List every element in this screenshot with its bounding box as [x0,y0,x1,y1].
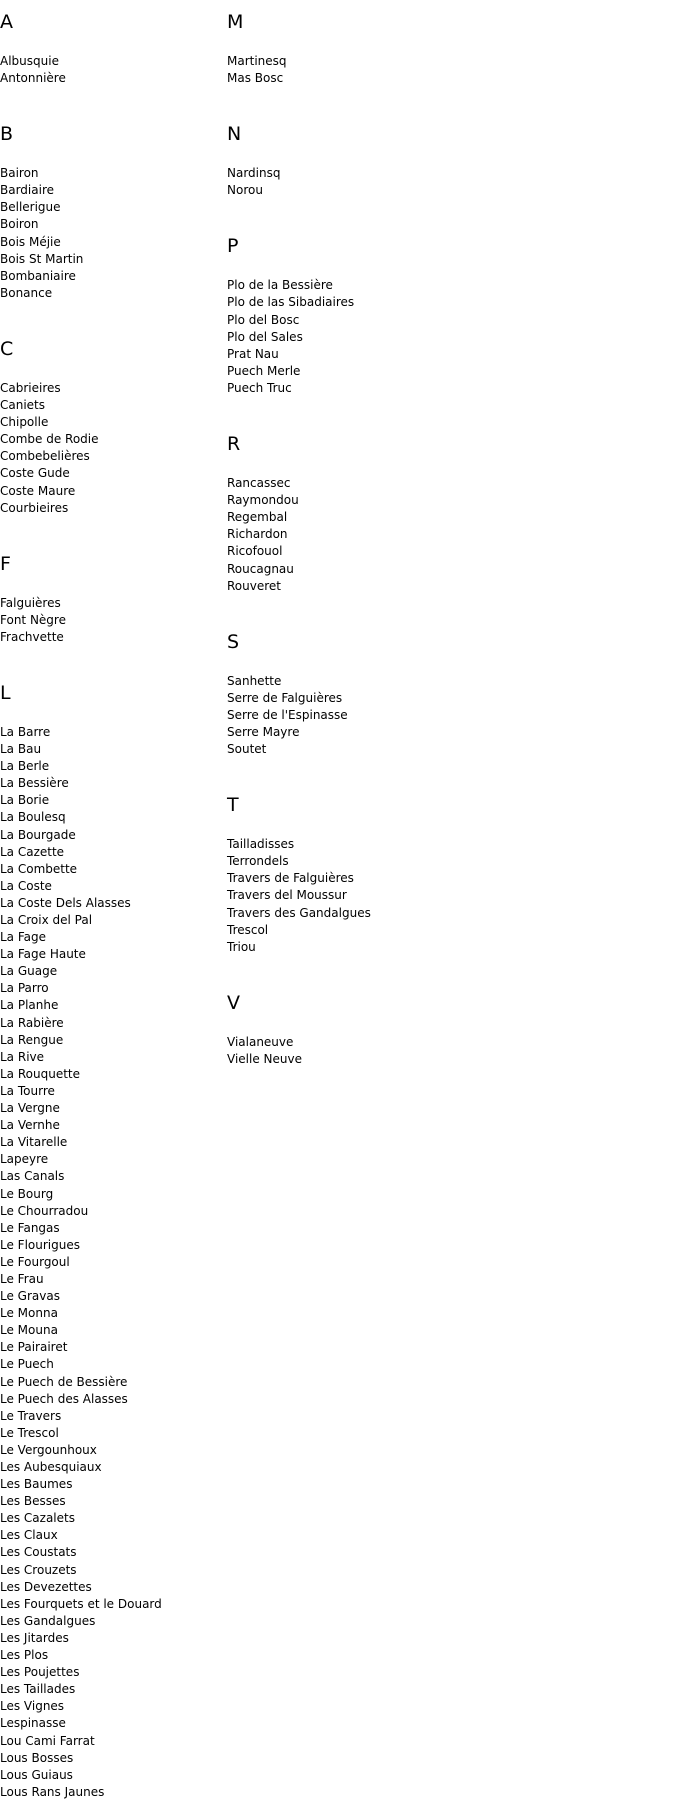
place-entry[interactable]: Trescol [227,922,269,937]
right-column [227,0,467,1068]
place-entry[interactable]: Bois Méjie [0,234,61,249]
group-spacer [0,517,220,542]
place-entry[interactable]: Bardiaire [0,183,54,198]
place-entry[interactable]: Regembal [227,510,288,525]
entry-list [227,1034,467,1068]
place-entry[interactable]: Plo de las Sibadiaires [227,295,355,310]
place-entry[interactable]: Lapeyre [0,1152,49,1167]
place-entry[interactable]: Les Vignes [0,1699,65,1714]
place-entry[interactable]: Travers de Falguières [227,871,354,886]
place-entry[interactable]: Roucagnau [227,561,294,576]
place-entry[interactable]: Tailladisses [227,837,295,852]
place-entry[interactable]: Bonance [0,285,53,300]
place-entry[interactable]: La Parro [0,981,49,996]
letter-group-m [227,11,467,87]
group-spacer [227,397,467,422]
letter-heading: T [227,794,239,817]
letter-heading: B [0,123,14,146]
place-entry[interactable]: Falguières [0,595,61,610]
place-entry[interactable]: Les Claux [0,1528,58,1543]
place-entry[interactable]: Boiron [0,217,39,232]
place-entry[interactable]: Coste Gude [0,466,70,481]
left-column [0,0,220,1801]
place-entry[interactable]: La Cazette [0,844,65,859]
place-entry[interactable]: Plo de la Bessière [227,278,333,293]
place-entry[interactable]: La Coste Dels Alasses [0,895,131,910]
letter-group-s [227,595,467,758]
place-entry[interactable]: Rouveret [227,578,281,593]
letter-heading: P [227,235,239,258]
place-entry[interactable]: Les Cazalets [0,1511,75,1526]
group-spacer [227,595,467,620]
place-entry[interactable]: Les Poujettes [0,1665,80,1680]
place-entry[interactable]: Caniets [0,398,46,413]
letter-heading: R [227,433,241,456]
place-entry[interactable]: Lous Bosses [0,1750,74,1765]
place-entry[interactable]: Le Puech de Bessière [0,1374,128,1389]
place-entry[interactable]: Le Frau [0,1271,44,1286]
place-entry[interactable]: La Planhe [0,998,59,1013]
place-entry[interactable]: La Borie [0,793,50,808]
letter-group-a [0,11,220,87]
entry-list [0,724,220,1801]
letter-group-r [227,397,467,595]
place-entry[interactable]: Frachvette [0,629,64,644]
place-entry[interactable]: Font Nègre [0,612,66,627]
place-entry[interactable]: Puech Truc [227,380,292,395]
place-entry[interactable]: Vielle Neuve [227,1051,302,1066]
letter-heading: V [227,991,240,1014]
place-entry[interactable]: Lou Cami Farrat [0,1733,95,1748]
entry-list [0,53,220,87]
place-entry[interactable]: Le Mouna [0,1323,58,1338]
place-entry[interactable]: Rancassec [227,476,291,491]
entry-list [227,673,467,758]
place-entry[interactable]: La Rengue [0,1032,64,1047]
place-entry[interactable]: Les Jitardes [0,1630,69,1645]
place-entry[interactable]: Le Fourgoul [0,1254,70,1269]
entry-list [0,595,220,646]
place-entry[interactable]: Soutet [227,742,267,757]
letter-heading: M [227,11,244,33]
place-entry[interactable]: La Vergne [0,1101,60,1116]
letter-heading: S [227,630,240,653]
place-entry[interactable]: Le Travers [0,1408,62,1423]
place-entry[interactable]: Bellerigue [0,200,61,215]
letter-group-n [227,87,467,199]
entry-list [227,165,467,199]
place-entry[interactable]: Lous Rans Jaunes [0,1784,105,1799]
place-entry[interactable]: Le Pairairet [0,1340,68,1355]
place-entry[interactable]: Plo del Sales [227,329,303,344]
place-entry[interactable]: Les Taillades [0,1682,76,1697]
place-entry[interactable]: Puech Merle [227,363,301,378]
place-entry[interactable]: Bois St Martin [0,251,84,266]
letter-heading: F [0,552,11,575]
place-entry[interactable]: Les Coustats [0,1545,77,1560]
place-entry[interactable]: Courbieires [0,500,69,515]
place-entry[interactable]: Lous Guiaus [0,1767,73,1782]
place-entry[interactable]: La Rabière [0,1015,64,1030]
place-entry[interactable]: Cabrieires [0,380,61,395]
place-entry[interactable]: Serre de l'Espinasse [227,707,348,722]
place-entry[interactable]: La Barre [0,724,51,739]
entry-list [227,53,467,87]
place-entry[interactable]: Sanhette [227,673,282,688]
place-entry[interactable]: La Combette [0,861,78,876]
place-entry[interactable]: Antonnière [0,71,66,86]
group-spacer [0,87,220,112]
group-spacer [227,199,467,224]
entry-list [227,836,467,956]
place-entry[interactable]: Les Plos [0,1648,49,1663]
place-entry[interactable]: Travers del Moussur [227,888,347,903]
letter-group-b [0,87,220,302]
place-entry[interactable]: Mas Bosc [227,71,284,86]
place-entry[interactable]: La Rive [0,1049,45,1064]
place-entry[interactable]: Le Puech des Alasses [0,1391,128,1406]
place-entry[interactable]: Serre Mayre [227,724,300,739]
place-entry[interactable]: La Rouquette [0,1066,80,1081]
place-entry[interactable]: Ricofouol [227,544,283,559]
place-entry[interactable]: La Bessière [0,776,69,791]
place-entry[interactable]: Bombaniaire [0,268,76,283]
letter-group-v [227,956,467,1068]
place-entry[interactable]: Travers des Gandalgues [227,905,371,920]
place-entry[interactable]: Les Besses [0,1494,66,1509]
letter-group-p [227,199,467,397]
group-spacer [0,302,220,327]
place-entry[interactable]: Triou [227,939,256,954]
place-entry[interactable]: La Boulesq [0,810,66,825]
place-entry[interactable]: La Fage Haute [0,947,86,962]
place-entry[interactable]: Serre de Falguières [227,690,343,705]
place-entry[interactable]: Les Baumes [0,1477,73,1492]
place-entry[interactable]: La Coste [0,878,52,893]
place-entry[interactable]: Norou [227,183,263,198]
place-entry[interactable]: Les Gandalgues [0,1613,96,1628]
place-entry[interactable]: La Vernhe [0,1118,60,1133]
entry-list [227,475,467,595]
letter-heading: N [227,123,242,146]
place-entry[interactable]: La Vitarelle [0,1135,68,1150]
entry-list [0,380,220,517]
place-entry[interactable]: Combe de Rodie [0,432,99,447]
place-entry[interactable]: Las Canals [0,1169,65,1184]
place-entry[interactable]: Coste Maure [0,483,76,498]
entry-list [0,165,220,302]
place-entry[interactable]: Richardon [227,527,288,542]
place-entry[interactable]: Lespinasse [0,1716,66,1731]
place-entry[interactable]: Les Devezettes [0,1579,92,1594]
place-entry[interactable]: Terrondels [227,854,289,869]
place-entry[interactable]: Plo del Bosc [227,312,300,327]
group-spacer [227,87,467,112]
place-entry[interactable]: Nardinsq [227,166,281,181]
letter-heading: A [0,11,13,33]
letter-heading: L [0,681,11,704]
place-entry[interactable]: Les Aubesquiaux [0,1460,102,1474]
place-entry[interactable]: La Guage [0,964,58,979]
place-entry[interactable]: Prat Nau [227,346,279,361]
place-entry[interactable]: La Bourgade [0,827,76,842]
place-entry[interactable]: Les Fourquets et le Douard [0,1596,162,1611]
place-entry[interactable]: La Tourre [0,1083,55,1098]
place-entry[interactable]: Chipolle [0,415,49,430]
place-entry[interactable]: Le Vergounhoux [0,1442,97,1457]
place-entry[interactable]: Vialaneuve [227,1034,294,1049]
place-entry[interactable]: Le Flourigues [0,1237,80,1252]
group-spacer [227,956,467,981]
place-entry[interactable]: Le Chourradou [0,1203,89,1218]
letter-group-l [0,646,220,1801]
group-spacer [227,758,467,783]
place-entry[interactable]: Le Gravas [0,1289,60,1304]
letter-group-t [227,758,467,956]
place-entry[interactable]: Le Bourg [0,1186,54,1201]
place-entry[interactable]: Le Trescol [0,1425,59,1440]
place-entry[interactable]: Raymondou [227,493,299,508]
group-spacer [0,646,220,671]
place-entry[interactable]: Les Crouzets [0,1562,77,1577]
place-entry[interactable]: Bairon [0,166,39,181]
place-entry[interactable]: La Croix del Pal [0,913,93,927]
place-entry[interactable]: Martinesq [227,54,287,68]
letter-heading: C [0,337,14,360]
place-entry[interactable]: La Berle [0,759,50,774]
place-entry[interactable]: Le Puech [0,1357,54,1372]
letter-group-c [0,302,220,517]
place-entry[interactable]: La Bau [0,742,42,757]
letter-group-f [0,517,220,646]
place-entry[interactable]: La Fage [0,930,47,945]
place-entry[interactable]: Combebelières [0,449,90,464]
place-entry[interactable]: Albusquie [0,54,59,68]
place-entry[interactable]: Le Monna [0,1306,58,1321]
place-entry[interactable]: Le Fangas [0,1220,60,1235]
entry-list [227,277,467,397]
